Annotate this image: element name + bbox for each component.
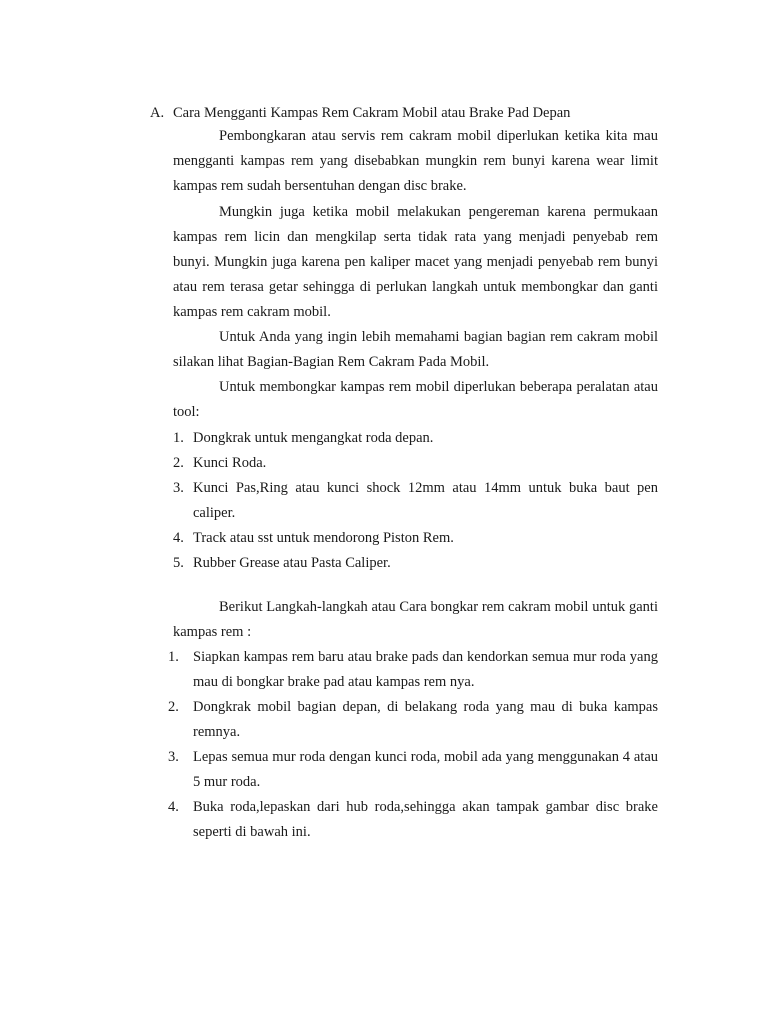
list-item: 5. Rubber Grease atau Pasta Caliper.	[173, 555, 391, 571]
list-item: 4. Buka roda,lepaskan dari hub roda,sehingga akan tampak gambar disc brake seperti di bawah ini.	[168, 799, 658, 840]
paragraph-intro: Pembongkaran atau servis rem cakram mobil diperlukan ketika kita mau mengganti kampas rem yang disebabkan mungkin rem bunyi karena wear limit kampas rem sudah bersentuhan dengan disc brake.	[173, 128, 658, 194]
list-item: 2. Kunci Roda.	[173, 455, 267, 471]
paragraph-reference: Untuk Anda yang ingin lebih memahami bagian bagian rem cakram mobil silakan lihat Bagian-Bagian Rem Cakram Pada Mobil.	[173, 329, 658, 370]
list-item: 3. Kunci Pas,Ring atau kunci shock 12mm atau 14mm untuk buka baut pen caliper.	[173, 480, 658, 521]
paragraph-steps-intro: Berikut Langkah-langkah atau Cara bongkar rem cakram mobil untuk ganti kampas rem :	[173, 599, 658, 640]
section-marker: A.	[150, 105, 165, 121]
list-item: 1. Siapkan kampas rem baru atau brake pads dan kendorkan semua mur roda yang mau di bongkar brake pad atau kampas rem nya.	[168, 649, 658, 690]
section-heading	[150, 103, 670, 123]
list-item: 1. Dongkrak untuk mengangkat roda depan.	[173, 430, 434, 446]
paragraph-causes: Mungkin juga ketika mobil melakukan pengereman karena permukaan kampas rem licin dan mengkilap serta tidak rata yang menjadi penyebab rem bunyi. Mungkin juga karena pen kaliper macet yang menjadi penyebab rem bunyi atau rem terasa getar sehingga di perlukan langkah untuk membongkar dan ganti kampas rem cakram mobil.	[173, 204, 658, 320]
steps-list	[168, 645, 658, 845]
list-item: 2. Dongkrak mobil bagian depan, di belakang roda yang mau di buka kampas remnya.	[168, 699, 658, 740]
list-item: 4. Track atau sst untuk mendorong Piston Rem.	[173, 530, 454, 546]
section-title: Cara Mengganti Kampas Rem Cakram Mobil atau Brake Pad Depan	[173, 105, 571, 121]
list-item: 3. Lepas semua mur roda dengan kunci roda, mobil ada yang menggunakan 4 atau 5 mur roda.	[168, 749, 658, 790]
paragraph-tools-intro: Untuk membongkar kampas rem mobil diperlukan beberapa peralatan atau tool:	[173, 379, 658, 420]
tools-list	[173, 426, 658, 576]
